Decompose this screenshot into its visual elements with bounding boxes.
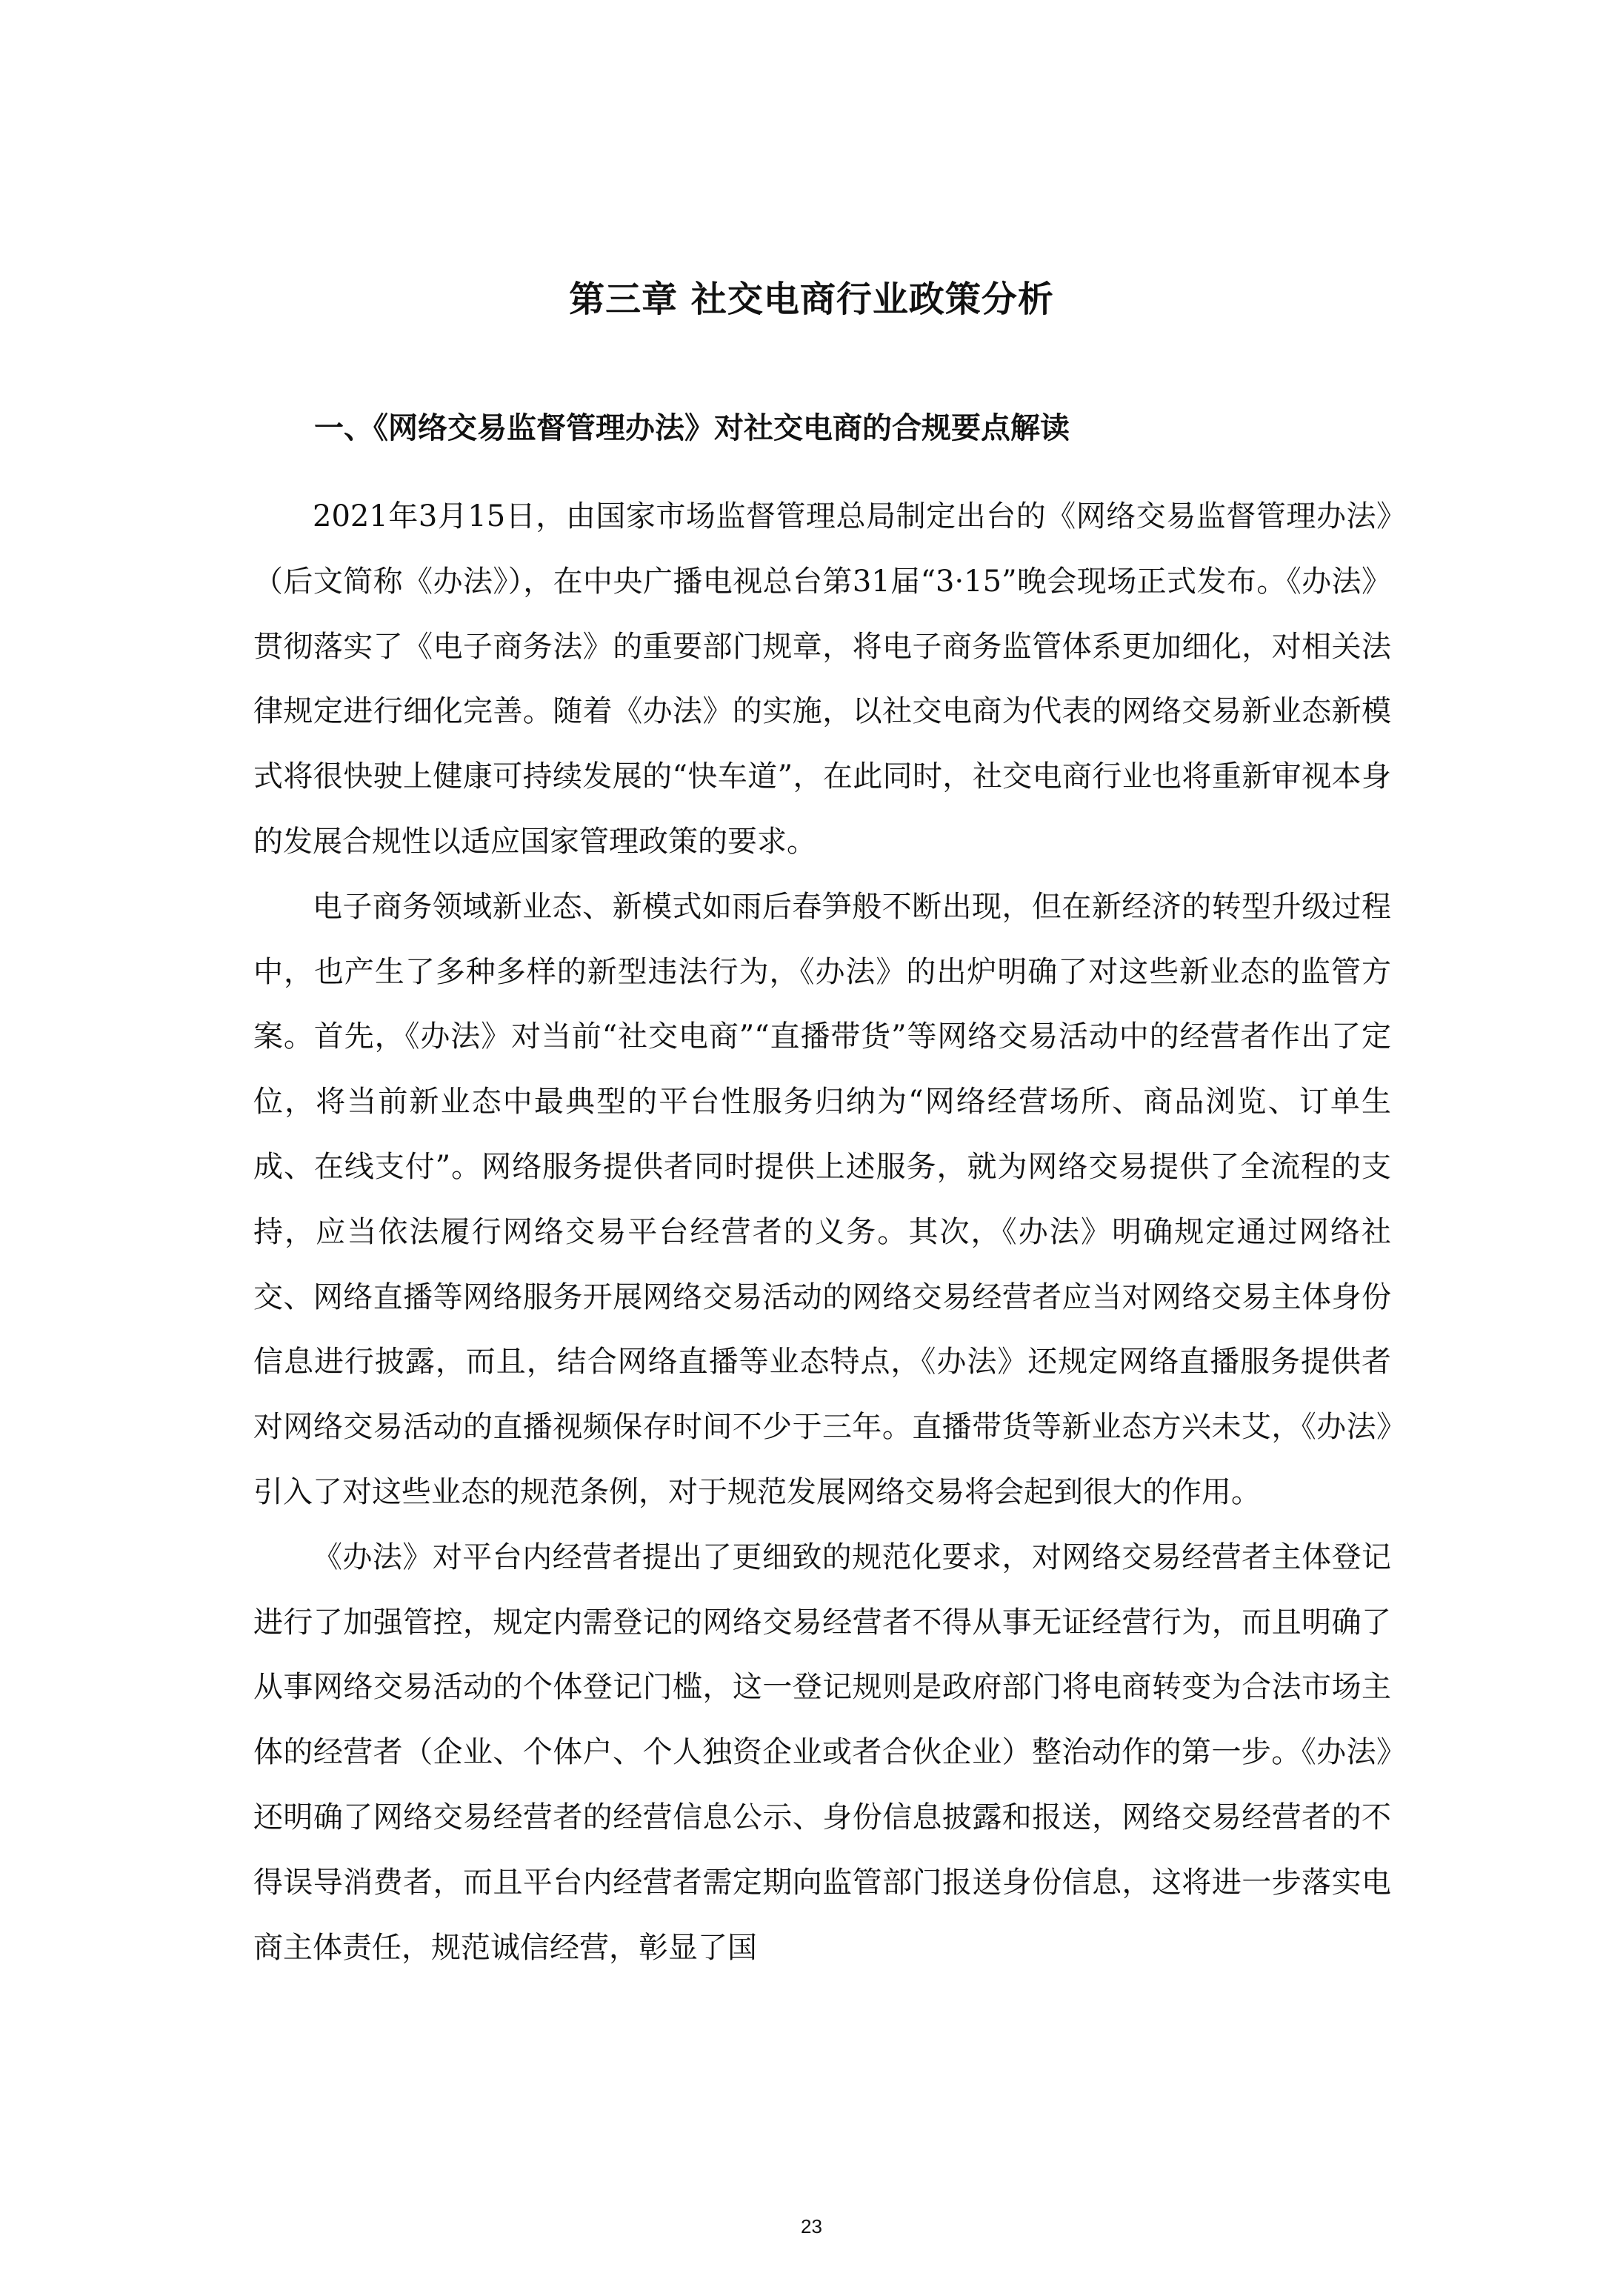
paragraph-1: 2021年3月15日，由国家市场监督管理总局制定出台的《网络交易监督管理办法》（后文简称《办法》），在中央广播电视总台第31届“3·15”晚会现场正式发布。《办法》贯彻落实了《电子商务法》的重要部门规章，将电子商务监管体系更加细化，对相关法律规定进行细化完善。随着《办法》的实施，以社交电商为代表的网络交易新业态新模式将很快驶上健康可持续发展的“快车道”，在此同时，社交电商行业也将重新审视本身的发展合规性以适应国家管理政策的要求。 [253, 499, 1391, 859]
body-text [253, 485, 1391, 1980]
chapter-title: 第三章 社交电商行业政策分析 [569, 279, 1054, 320]
paragraph-2: 电子商务领域新业态、新模式如雨后春笋般不断出现，但在新经济的转型升级过程中，也产生了多种多样的新型违法行为，《办法》的出炉明确了对这些新业态的监管方案。首先，《办法》对当前“社交电商”“直播带货”等网络交易活动中的经营者作出了定位，将当前新业态中最典型的平台性服务归纳为“网络经营场所、商品浏览、订单生成、在线支付”。网络服务提供者同时提供上述服务，就为网络交易提供了全流程的支持，应当依法履行网络交易平台经营者的义务。其次，《办法》明确规定通过网络社交、网络直播等网络服务开展网络交易活动的网络交易经营者应当对网络交易主体身份信息进行披露，而且，结合网络直播等业态特点，《办法》还规定网络直播服务提供者对网络交易活动的直播视频保存时间不少于三年。直播带货等新业态方兴未艾，《办法》引入了对这些业态的规范条例，对于规范发展网络交易将会起到很大的作用。 [253, 889, 1391, 1509]
page-number: 23 [801, 2215, 822, 2237]
paragraph-3: 《办法》对平台内经营者提出了更细致的规范化要求，对网络交易经营者主体登记进行了加强管控，规定内需登记的网络交易经营者不得从事无证经营行为，而且明确了从事网络交易活动的个体登记门槛，这一登记规则是政府部门将电商转变为合法市场主体的经营者（企业、个体户、个人独资企业或者合伙企业）整治动作的第一步。《办法》还明确了网络交易经营者的经营信息公示、身份信息披露和报送，网络交易经营者的不得误导消费者，而且平台内经营者需定期向监管部门报送身份信息，这将进一步落实电商主体责任，规范诚信经营，彰显了国 [253, 1540, 1391, 1965]
section-title: 一、《网络交易监督管理办法》对社交电商的合规要点解读 [314, 411, 1070, 445]
